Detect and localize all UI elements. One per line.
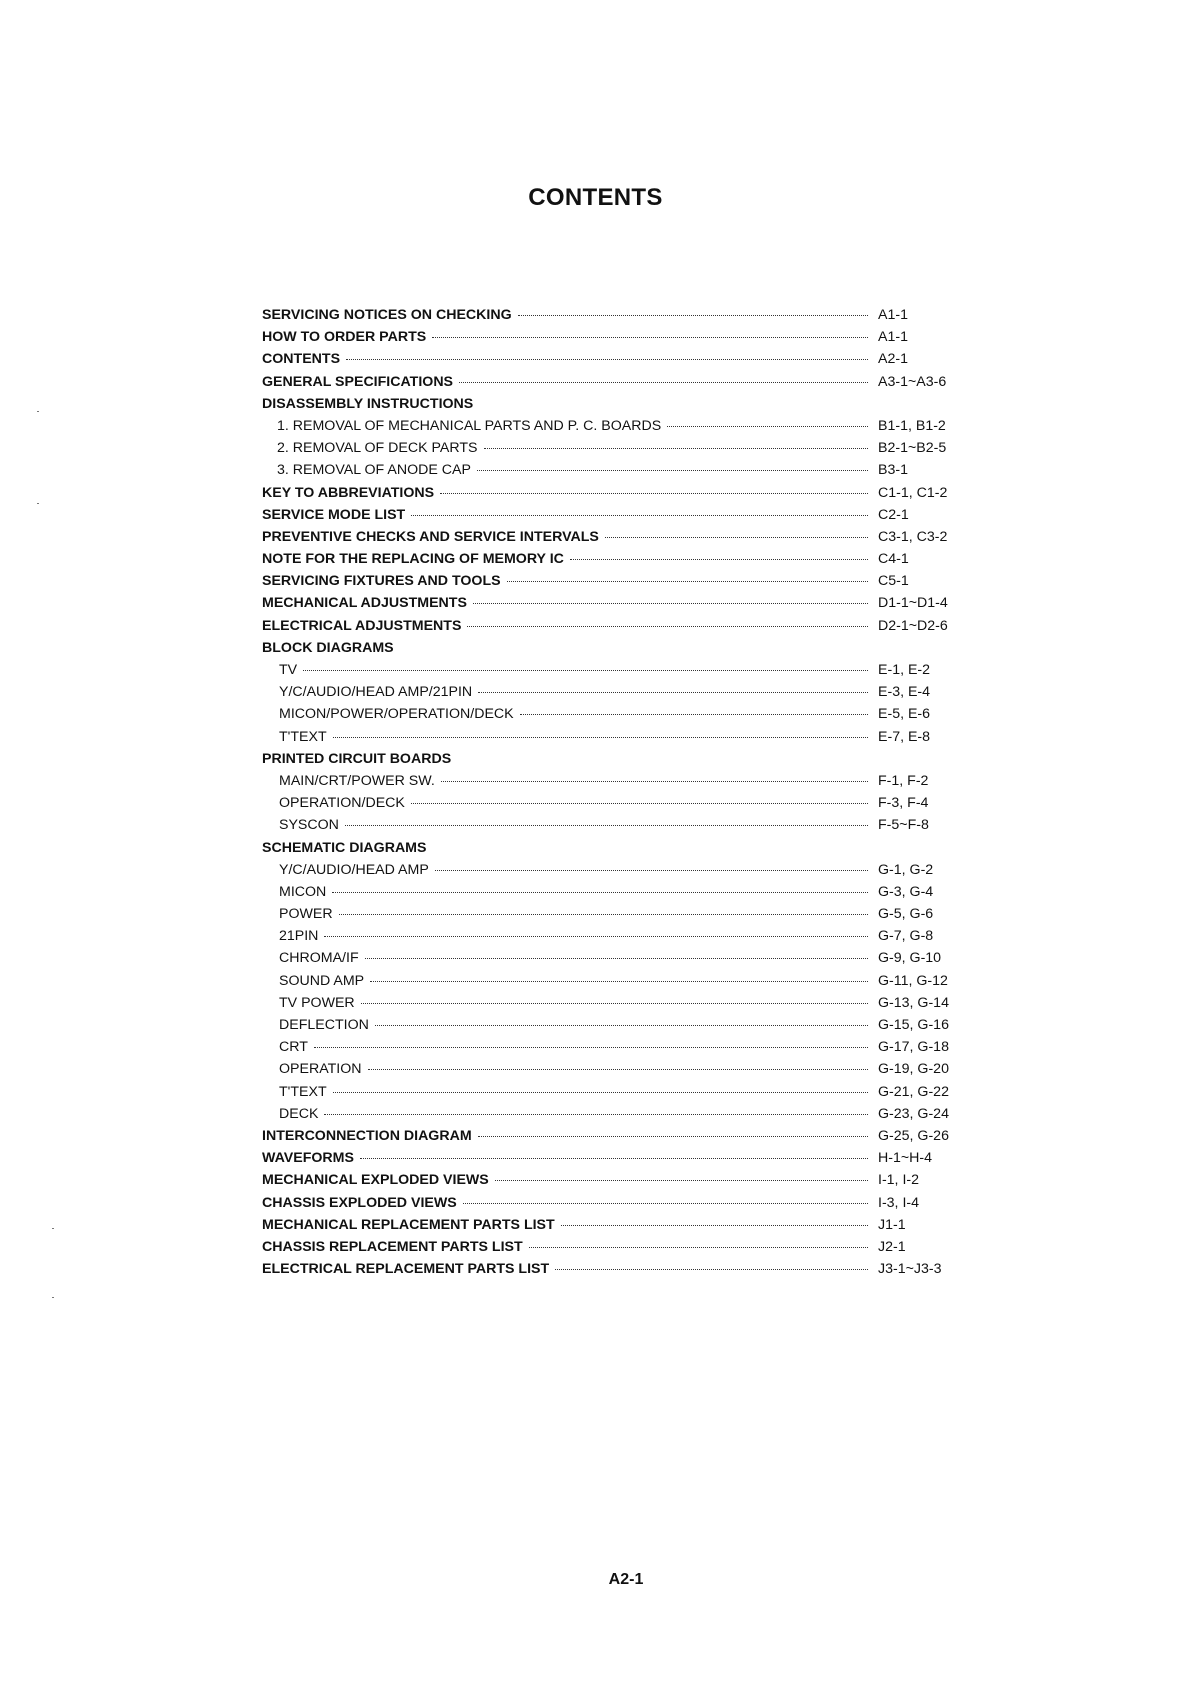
toc-entry <box>262 1125 978 1147</box>
toc-entry-page: F-1, F-2 <box>878 772 929 789</box>
toc-entry <box>262 415 978 437</box>
toc-entry-title: POWER <box>279 906 333 923</box>
toc-entry-page: C3-1, C3-2 <box>878 528 948 545</box>
table-of-contents <box>262 304 978 1280</box>
toc-entry-title: MECHANICAL REPLACEMENT PARTS LIST <box>262 1216 555 1233</box>
dot-leader <box>605 537 868 538</box>
toc-entry <box>262 637 978 659</box>
toc-entry-title: OPERATION/DECK <box>279 795 405 812</box>
toc-entry-title: Y/C/AUDIO/HEAD AMP <box>279 861 429 878</box>
toc-entry <box>262 659 978 681</box>
toc-entry-title: SERVICE MODE LIST <box>262 506 406 523</box>
toc-entry-title: T'TEXT <box>279 728 327 745</box>
toc-entry-title: MICON/POWER/OPERATION/DECK <box>279 706 514 723</box>
toc-entry-page: G-9, G-10 <box>878 950 942 967</box>
toc-entry-page: J2-1 <box>878 1238 906 1255</box>
toc-entry-title: SCHEMATIC DIAGRAMS <box>262 839 427 856</box>
dot-leader <box>441 781 868 782</box>
toc-entry-page: I-3, I-4 <box>878 1194 919 1211</box>
toc-entry-title: SERVICING FIXTURES AND TOOLS <box>262 573 501 590</box>
toc-entry-page: G-21, G-22 <box>878 1083 949 1100</box>
toc-entry-title: OPERATION <box>279 1061 362 1078</box>
toc-entry-page: C5-1 <box>878 573 909 590</box>
toc-entry-title: MICON <box>279 883 327 900</box>
toc-entry-page: G-13, G-14 <box>878 994 949 1011</box>
dot-leader <box>411 515 868 516</box>
toc-entry <box>262 459 978 481</box>
toc-entry-title: TV POWER <box>279 994 355 1011</box>
toc-entry <box>262 903 978 925</box>
toc-entry-page: E-5, E-6 <box>878 706 931 723</box>
toc-entry-page: G-5, G-6 <box>878 906 934 923</box>
toc-entry-title: DISASSEMBLY INSTRUCTIONS <box>262 395 474 412</box>
toc-entry-page: G-1, G-2 <box>878 861 934 878</box>
toc-entry <box>262 681 978 703</box>
toc-entry-title: SYSCON <box>279 817 339 834</box>
toc-entry <box>262 348 978 370</box>
dot-leader <box>440 493 868 494</box>
toc-entry-title: KEY TO ABBREVIATIONS <box>262 484 435 501</box>
dot-leader <box>411 803 868 804</box>
toc-entry-page: A3-1~A3-6 <box>878 373 947 390</box>
dot-leader <box>478 692 868 693</box>
toc-entry-page: A1-1 <box>878 329 908 346</box>
toc-entry <box>262 1169 978 1191</box>
toc-entry-page: A2-1 <box>878 351 908 368</box>
toc-entry-page: B2-1~B2-5 <box>878 440 947 457</box>
toc-entry <box>262 770 978 792</box>
toc-entry <box>262 947 978 969</box>
dot-leader <box>477 470 868 471</box>
toc-entry-title: MECHANICAL EXPLODED VIEWS <box>262 1172 489 1189</box>
dot-leader <box>339 914 868 915</box>
dot-leader <box>518 315 868 316</box>
toc-entry-page: J1-1 <box>878 1216 906 1233</box>
toc-entry <box>262 393 978 415</box>
toc-entry-title: ELECTRICAL ADJUSTMENTS <box>262 617 462 634</box>
dot-leader <box>333 1092 868 1093</box>
toc-entry-page: G-3, G-4 <box>878 883 934 900</box>
dot-leader <box>495 1180 868 1181</box>
toc-entry <box>262 548 978 570</box>
dot-leader <box>333 737 868 738</box>
toc-entry <box>262 1103 978 1125</box>
toc-entry <box>262 859 978 881</box>
toc-entry-title: HOW TO ORDER PARTS <box>262 329 427 346</box>
dot-leader <box>478 1136 868 1137</box>
dot-leader <box>375 1025 868 1026</box>
dot-leader <box>332 892 868 893</box>
dot-leader <box>345 825 868 826</box>
toc-entry-page: G-7, G-8 <box>878 928 934 945</box>
dot-leader <box>561 1225 868 1226</box>
toc-entry-title: CHASSIS EXPLODED VIEWS <box>262 1194 457 1211</box>
toc-entry-title: Y/C/AUDIO/HEAD AMP/21PIN <box>279 684 473 701</box>
toc-entry-title: 1. REMOVAL OF MECHANICAL PARTS AND P. C. BOARDS <box>277 417 662 434</box>
toc-entry-page: E-3, E-4 <box>878 684 931 701</box>
toc-entry <box>262 1014 978 1036</box>
toc-entry-title: NOTE FOR THE REPLACING OF MEMORY IC <box>262 551 564 568</box>
dot-leader <box>529 1247 868 1248</box>
page-title: CONTENTS <box>528 184 663 211</box>
toc-entry-page: G-25, G-26 <box>878 1127 949 1144</box>
toc-entry <box>262 970 978 992</box>
dot-leader <box>467 626 868 627</box>
toc-entry <box>262 592 978 614</box>
dot-leader <box>361 1003 868 1004</box>
toc-entry-page: C2-1 <box>878 506 909 523</box>
dot-leader <box>520 714 868 715</box>
toc-entry-title: MAIN/CRT/POWER SW. <box>279 772 435 789</box>
toc-entry-title: 21PIN <box>279 928 319 945</box>
page-number: A2-1 <box>608 1571 644 1588</box>
dot-leader <box>365 958 868 959</box>
toc-entry-title: CRT <box>279 1039 308 1056</box>
dot-leader <box>435 870 868 871</box>
scan-speck <box>52 1228 54 1229</box>
toc-entry <box>262 881 978 903</box>
toc-entry <box>262 703 978 725</box>
toc-entry-title: TV <box>279 662 298 678</box>
toc-entry <box>262 792 978 814</box>
toc-entry-page: G-19, G-20 <box>878 1061 949 1078</box>
toc-entry-title: MECHANICAL ADJUSTMENTS <box>262 595 467 612</box>
toc-entry-title: ELECTRICAL REPLACEMENT PARTS LIST <box>262 1261 550 1278</box>
scan-speck <box>52 1297 54 1298</box>
toc-entry-page: F-3, F-4 <box>878 795 929 812</box>
toc-entry-page: G-17, G-18 <box>878 1039 949 1056</box>
dot-leader <box>324 936 868 937</box>
toc-entry <box>262 992 978 1014</box>
toc-entry <box>262 748 978 770</box>
toc-entry <box>262 814 978 836</box>
toc-entry <box>262 1214 978 1236</box>
dot-leader <box>484 448 868 449</box>
toc-entry-title: 3. REMOVAL OF ANODE CAP <box>277 462 471 479</box>
toc-entry <box>262 304 978 326</box>
toc-entry-title: SOUND AMP <box>279 972 365 989</box>
toc-entry <box>262 570 978 592</box>
dot-leader <box>314 1047 868 1048</box>
toc-entry-title: CONTENTS <box>262 351 341 368</box>
dot-leader <box>463 1203 868 1204</box>
scan-speck <box>37 411 39 412</box>
toc-entry-page: H-1~H-4 <box>878 1150 933 1167</box>
toc-entry <box>262 1058 978 1080</box>
toc-entry <box>262 326 978 348</box>
toc-entry-title: SERVICING NOTICES ON CHECKING <box>262 307 512 323</box>
dot-leader <box>432 337 868 338</box>
toc-entry-title: CHROMA/IF <box>279 950 359 967</box>
toc-entry-page: I-1, I-2 <box>878 1172 919 1189</box>
toc-entry <box>262 1036 978 1058</box>
scan-speck <box>37 503 39 504</box>
toc-entry <box>262 837 978 859</box>
dot-leader <box>459 382 868 383</box>
toc-entry <box>262 925 978 947</box>
toc-entry <box>262 437 978 459</box>
toc-entry <box>262 371 978 393</box>
dot-leader <box>324 1114 868 1115</box>
toc-entry-page: A1-1 <box>878 307 908 323</box>
toc-entry <box>262 615 978 637</box>
toc-entry <box>262 482 978 504</box>
dot-leader <box>303 670 868 671</box>
toc-entry-page: G-23, G-24 <box>878 1105 949 1122</box>
toc-entry-page: E-1, E-2 <box>878 662 931 678</box>
dot-leader <box>370 981 868 982</box>
toc-entry-title: GENERAL SPECIFICATIONS <box>262 373 454 390</box>
toc-entry <box>262 726 978 748</box>
toc-entry-title: INTERCONNECTION DIAGRAM <box>262 1127 472 1144</box>
toc-entry-page: B1-1, B1-2 <box>878 417 946 434</box>
toc-entry-title: T'TEXT <box>279 1083 327 1100</box>
toc-entry <box>262 1147 978 1169</box>
dot-leader <box>570 559 868 560</box>
dot-leader <box>360 1158 868 1159</box>
toc-entry-title: CHASSIS REPLACEMENT PARTS LIST <box>262 1238 523 1255</box>
dot-leader <box>667 426 868 427</box>
toc-entry-title: PREVENTIVE CHECKS AND SERVICE INTERVALS <box>262 528 599 545</box>
toc-entry-page: D2-1~D2-6 <box>878 617 948 634</box>
toc-entry-title: DEFLECTION <box>279 1017 369 1033</box>
dot-leader <box>368 1069 868 1070</box>
toc-entry-title: BLOCK DIAGRAMS <box>262 639 394 656</box>
dot-leader <box>473 603 868 604</box>
toc-entry-title: WAVEFORMS <box>262 1150 354 1167</box>
toc-entry-title: PRINTED CIRCUIT BOARDS <box>262 750 452 767</box>
toc-entry <box>262 504 978 526</box>
toc-entry <box>262 1192 978 1214</box>
toc-entry <box>262 1236 978 1258</box>
toc-entry-page: E-7, E-8 <box>878 728 931 745</box>
toc-entry-page: G-11, G-12 <box>878 972 948 989</box>
toc-entry-page: D1-1~D1-4 <box>878 595 948 612</box>
dot-leader <box>507 581 868 582</box>
toc-entry-page: C4-1 <box>878 551 909 568</box>
toc-entry <box>262 1258 978 1280</box>
toc-entry-page: J3-1~J3-3 <box>878 1261 942 1278</box>
toc-entry-title: 2. REMOVAL OF DECK PARTS <box>277 440 478 457</box>
toc-entry-page: G-15, G-16 <box>878 1017 949 1033</box>
toc-entry <box>262 526 978 548</box>
toc-entry <box>262 1081 978 1103</box>
dot-leader <box>555 1269 868 1270</box>
toc-entry-title: DECK <box>279 1105 319 1122</box>
toc-entry-page: F-5~F-8 <box>878 817 929 834</box>
toc-entry-page: C1-1, C1-2 <box>878 484 948 501</box>
toc-entry-page: B3-1 <box>878 462 908 479</box>
dot-leader <box>346 359 868 360</box>
